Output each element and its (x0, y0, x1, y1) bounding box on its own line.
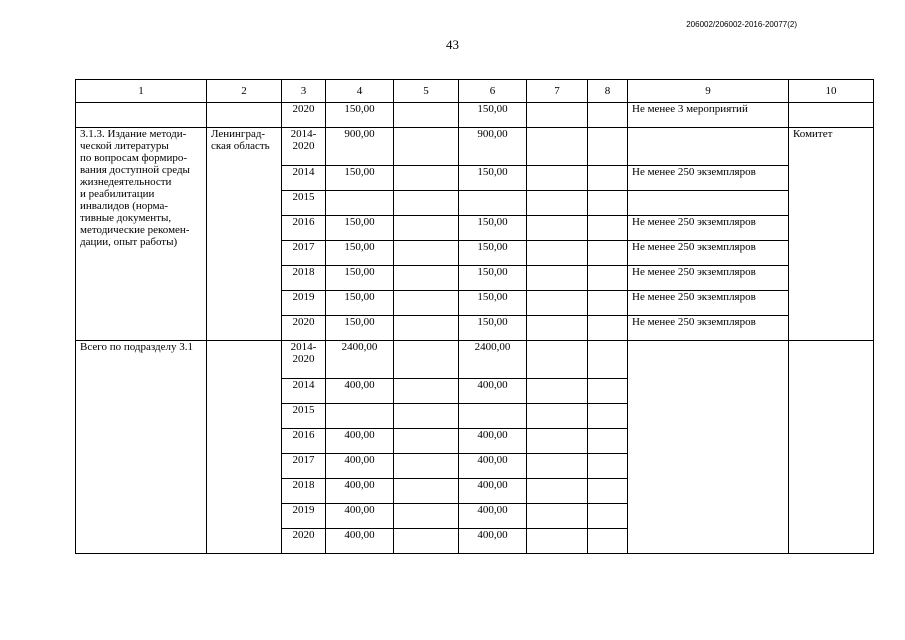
amount-total-cell: 150,00 (326, 266, 394, 291)
year-cell: 2017 (282, 454, 326, 479)
empty-cell (527, 128, 588, 166)
empty-cell (527, 191, 588, 216)
empty-cell (394, 291, 459, 316)
amount-total-cell: 150,00 (326, 103, 394, 128)
year-cell: 2015 (282, 191, 326, 216)
empty-cell (527, 291, 588, 316)
table-row (76, 103, 874, 128)
year-cell: 2014- 2020 (282, 341, 326, 379)
empty-cell (394, 454, 459, 479)
indicator-cell: Не менее 250 экземпляров (628, 266, 789, 291)
empty-cell (588, 166, 628, 191)
year-cell: 2015 (282, 404, 326, 429)
empty-cell (527, 216, 588, 241)
amount-regional-cell: 150,00 (459, 241, 527, 266)
year-cell: 2014 (282, 379, 326, 404)
amount-total-cell: 150,00 (326, 166, 394, 191)
amount-regional-cell: 150,00 (459, 266, 527, 291)
amount-regional-cell: 400,00 (459, 504, 527, 529)
empty-cell (588, 454, 628, 479)
empty-cell (527, 429, 588, 454)
amount-regional-cell: 900,00 (459, 128, 527, 166)
empty-cell (394, 341, 459, 379)
empty-cell (394, 316, 459, 341)
empty-cell (394, 529, 459, 554)
amount-total-cell: 150,00 (326, 241, 394, 266)
empty-cell (394, 429, 459, 454)
empty-cell (207, 103, 282, 128)
empty-cell (588, 291, 628, 316)
year-cell: 2019 (282, 291, 326, 316)
empty-cell (207, 341, 282, 554)
empty-cell (394, 379, 459, 404)
empty-cell (527, 379, 588, 404)
table-row (76, 128, 874, 166)
amount-total-cell: 150,00 (326, 291, 394, 316)
year-cell: 2018 (282, 266, 326, 291)
year-cell: 2020 (282, 103, 326, 128)
empty-cell (527, 316, 588, 341)
empty-cell (588, 216, 628, 241)
year-cell: 2014- 2020 (282, 128, 326, 166)
empty-cell (588, 479, 628, 504)
empty-cell (394, 479, 459, 504)
amount-total-cell: 2400,00 (326, 341, 394, 379)
empty-cell (527, 241, 588, 266)
empty-cell (394, 128, 459, 166)
indicator-cell (628, 191, 789, 216)
amount-regional-cell: 400,00 (459, 429, 527, 454)
year-cell: 2016 (282, 429, 326, 454)
amount-total-cell: 400,00 (326, 529, 394, 554)
empty-cell (527, 166, 588, 191)
empty-cell (588, 266, 628, 291)
amount-total-cell: 400,00 (326, 479, 394, 504)
year-cell: 2019 (282, 504, 326, 529)
column-header: 7 (527, 80, 588, 103)
amount-total-cell: 400,00 (326, 504, 394, 529)
empty-cell (76, 103, 207, 128)
indicator-cell: Не менее 250 экземпляров (628, 291, 789, 316)
empty-cell (789, 341, 874, 554)
empty-cell (588, 128, 628, 166)
year-cell: 2016 (282, 216, 326, 241)
indicator-cell (628, 128, 789, 166)
empty-cell (394, 216, 459, 241)
empty-cell (394, 504, 459, 529)
amount-total-cell (326, 191, 394, 216)
table-row (76, 341, 874, 379)
column-header: 10 (789, 80, 874, 103)
empty-cell (588, 379, 628, 404)
empty-cell (588, 316, 628, 341)
amount-regional-cell: 400,00 (459, 479, 527, 504)
empty-cell (527, 103, 588, 128)
column-header: 6 (459, 80, 527, 103)
empty-cell (588, 429, 628, 454)
empty-cell (394, 241, 459, 266)
empty-cell (527, 479, 588, 504)
indicator-cell: Не менее 250 экземпляров (628, 216, 789, 241)
indicator-cell: Не менее 250 экземпляров (628, 316, 789, 341)
year-cell: 2018 (282, 479, 326, 504)
subtotal-label-cell: Всего по подразделу 3.1 (76, 341, 207, 554)
page-number: 43 (446, 37, 459, 52)
activity-name-cell: 3.1.3. Издание методи- ческой литературы по вопросам формиро- вания доступной среды жизнедеятельности и реабилитации инвалидов (норма- тивные документы, методические рекомен- дации, опыт работы) (76, 128, 207, 341)
empty-cell (527, 341, 588, 379)
amount-total-cell: 150,00 (326, 316, 394, 341)
empty-cell (588, 504, 628, 529)
year-cell: 2020 (282, 529, 326, 554)
empty-cell (789, 103, 874, 128)
amount-regional-cell: 400,00 (459, 454, 527, 479)
empty-cell (588, 103, 628, 128)
table-header-row (76, 80, 874, 103)
empty-cell (394, 404, 459, 429)
empty-cell (394, 191, 459, 216)
data-table (75, 79, 874, 554)
empty-cell (527, 454, 588, 479)
amount-regional-cell: 150,00 (459, 166, 527, 191)
empty-cell (527, 404, 588, 429)
empty-cell (527, 266, 588, 291)
executor-cell: Комитет (789, 128, 874, 341)
amount-regional-cell: 150,00 (459, 316, 527, 341)
amount-total-cell (326, 404, 394, 429)
amount-regional-cell: 400,00 (459, 379, 527, 404)
empty-cell (527, 504, 588, 529)
amount-regional-cell: 400,00 (459, 529, 527, 554)
amount-regional-cell: 150,00 (459, 216, 527, 241)
column-header: 8 (588, 80, 628, 103)
column-header: 2 (207, 80, 282, 103)
empty-cell (394, 166, 459, 191)
amount-regional-cell: 2400,00 (459, 341, 527, 379)
indicator-cell: Не менее 3 мероприятий (628, 103, 789, 128)
column-header: 3 (282, 80, 326, 103)
year-cell: 2020 (282, 316, 326, 341)
amount-total-cell: 150,00 (326, 216, 394, 241)
year-cell: 2014 (282, 166, 326, 191)
empty-cell (394, 103, 459, 128)
empty-cell (588, 191, 628, 216)
indicator-cell: Не менее 250 экземпляров (628, 241, 789, 266)
empty-cell (628, 341, 789, 554)
empty-cell (394, 266, 459, 291)
empty-cell (588, 529, 628, 554)
empty-cell (588, 404, 628, 429)
amount-regional-cell: 150,00 (459, 103, 527, 128)
indicator-cell: Не менее 250 экземпляров (628, 166, 789, 191)
document-id: 206002/206002-2016-20077(2) (686, 20, 797, 29)
column-header: 4 (326, 80, 394, 103)
column-header: 5 (394, 80, 459, 103)
column-header: 1 (76, 80, 207, 103)
amount-total-cell: 400,00 (326, 429, 394, 454)
amount-regional-cell: 150,00 (459, 291, 527, 316)
region-cell: Ленинград- ская область (207, 128, 282, 341)
empty-cell (588, 241, 628, 266)
amount-total-cell: 900,00 (326, 128, 394, 166)
amount-regional-cell (459, 404, 527, 429)
year-cell: 2017 (282, 241, 326, 266)
amount-total-cell: 400,00 (326, 379, 394, 404)
empty-cell (588, 341, 628, 379)
amount-total-cell: 400,00 (326, 454, 394, 479)
empty-cell (527, 529, 588, 554)
amount-regional-cell (459, 191, 527, 216)
column-header: 9 (628, 80, 789, 103)
